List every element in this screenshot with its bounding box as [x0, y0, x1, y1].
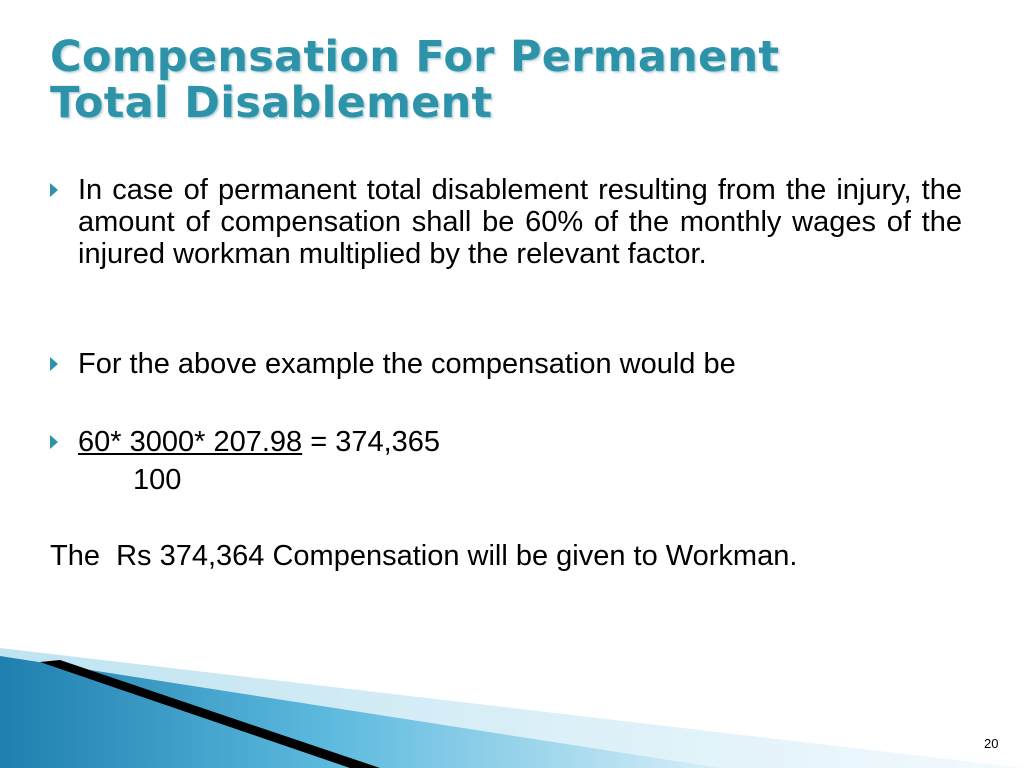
slide-title-line-1: Compensation For Permanent	[50, 32, 780, 82]
triangle-right-icon	[50, 435, 58, 449]
bullet-text-2: For the above example the compensation would be	[78, 348, 736, 380]
bullet-item-1	[78, 174, 962, 270]
formula-numerator: 60* 3000* 207.98	[78, 426, 303, 458]
bullet-text-1: In case of permanent total disablement resulting from the injury, the amount of compensation shall be 60% of the monthly wages of the injured workman multiplied by the relevant factor.	[78, 174, 962, 270]
formula-denominator: 100	[133, 464, 182, 496]
formula-result: = 374,365	[302, 426, 441, 458]
conclusion-text: The Rs 374,364 Compensation will be given to Workman.	[50, 540, 798, 572]
page-number: 20	[984, 736, 999, 751]
bullet-item-formula	[78, 426, 962, 458]
bullet-item-2	[78, 348, 962, 380]
triangle-right-icon	[50, 183, 58, 197]
triangle-right-icon	[50, 357, 58, 371]
slide-title	[50, 34, 779, 126]
slide-title-line-2: Total Disablement	[50, 78, 493, 128]
slide-decoration	[0, 640, 1024, 768]
